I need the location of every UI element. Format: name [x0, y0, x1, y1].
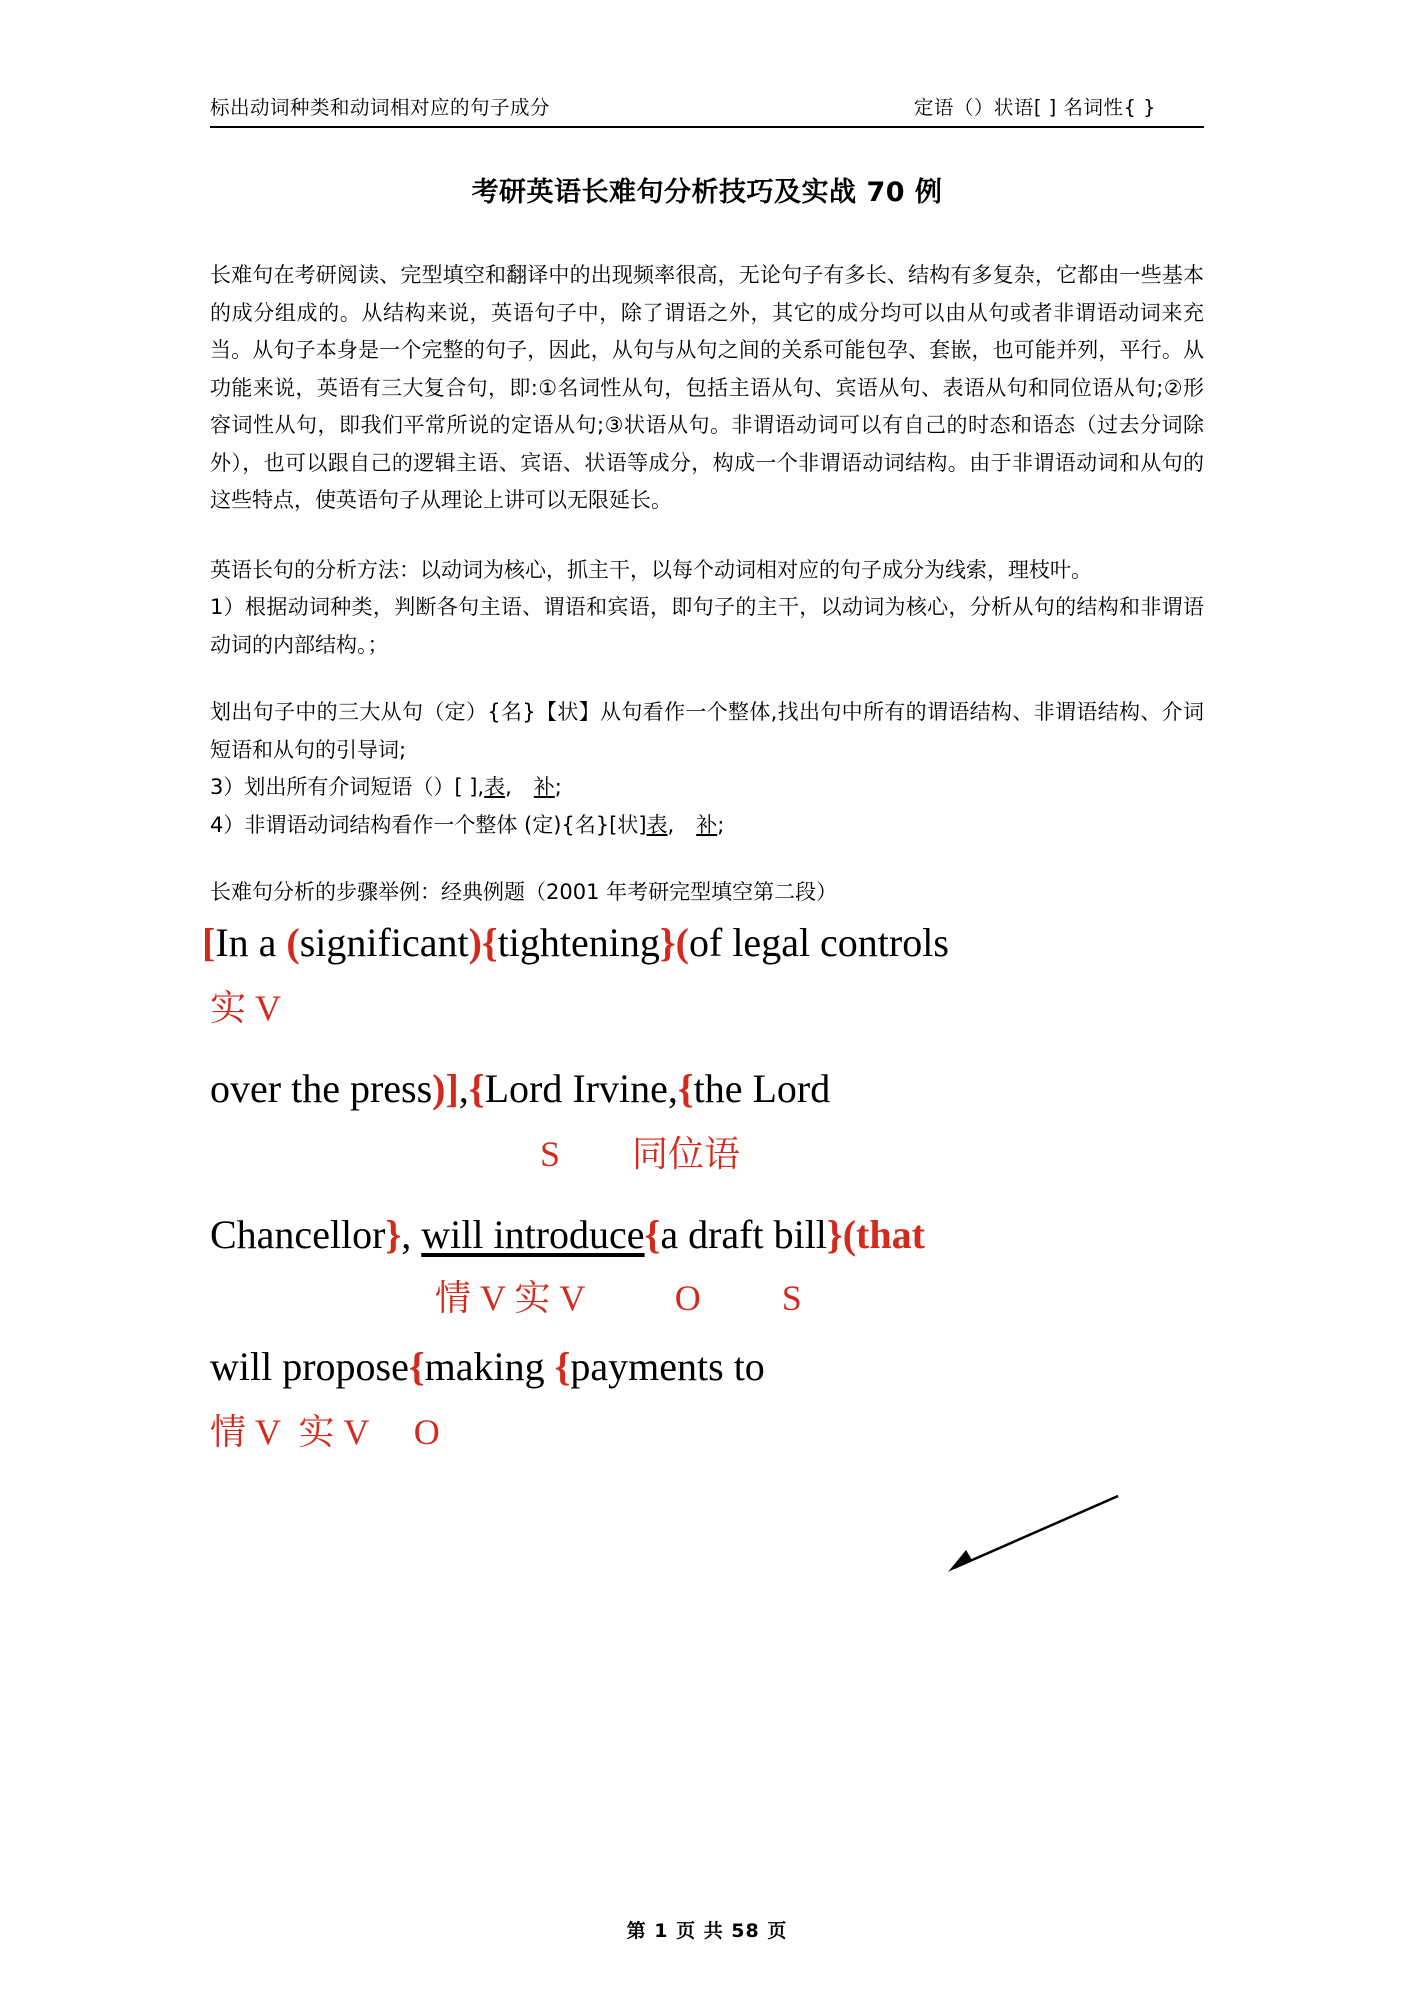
paragraph-example-intro: 长难句分析的步骤举例：经典例题（2001 年考研完型填空第二段） — [210, 880, 838, 904]
analysis-segment: { — [481, 919, 498, 965]
reference-arrow-icon — [940, 1490, 1130, 1580]
step4-prefix: 4）非谓语动词结构看作一个整体 (定){名}[状] — [210, 812, 647, 837]
analysis-segment: of legal controls — [689, 919, 949, 965]
analysis-segment: that — [856, 1211, 925, 1257]
analysis-marks-3: 情 V 实 V O S — [435, 1277, 802, 1318]
analysis-segment: { — [554, 1343, 571, 1389]
step3-underline-1: 表 — [484, 775, 506, 799]
paragraph-step-3 — [210, 769, 1204, 807]
analysis-segment: } — [385, 1211, 402, 1257]
step4-suffix: ; — [717, 812, 725, 837]
analysis-segment: will introduce — [421, 1211, 645, 1257]
analysis-segment: ( — [286, 919, 300, 965]
analysis-segment: )] — [432, 1065, 459, 1111]
paragraph-method: 英语长句的分析方法：以动词为核心，抓主干，以每个动词相对应的句子成分为线索，理枝叶。 — [210, 557, 1092, 582]
analysis-segment: ( — [675, 919, 689, 965]
analysis-segment: Chancellor — [210, 1211, 386, 1257]
page-footer: 第 1 页 共 58 页 — [626, 1920, 788, 1942]
analysis-segment: tightening — [497, 919, 660, 965]
analysis-segment: { — [468, 1065, 485, 1111]
analysis-segment: ) — [468, 919, 482, 965]
analysis-segment: over the press — [210, 1065, 433, 1111]
analysis-segment: { — [644, 1211, 661, 1257]
step3-mid: , — [505, 775, 512, 799]
page-header — [210, 0, 1204, 128]
header-left-text: 标出动词种类和动词相对应的句子成分 — [210, 96, 551, 119]
analysis-line-1 — [202, 919, 1204, 965]
analysis-segment: { — [677, 1065, 694, 1111]
page-title: 考研英语长难句分析技巧及实战 70 例 — [471, 177, 943, 208]
analysis-segment: payments to — [570, 1343, 765, 1389]
paragraph-intro: 长难句在考研阅读、完型填空和翻译中的出现频率很高，无论句子有多长、结构有多复杂，它都由一些基本的成分组成的。从结构来说，英语句子中，除了谓语之外，其它的成分均可以由从句或者非谓语动词来充当。从句子本身是一个完整的句子，因此，从句与从句之间的关系可能包孕、套嵌，也可能并列，平行。从功能来说，英语有三大复合句，即:①名词性从句，包括主语从句、宾语从句、表语从句和同位语从句;②形容词性从句，即我们平常所说的定语从句;③状语从句。非谓语动词可以有自己的时态和语态（过去分词除外），也可以跟自己的逻辑主语、宾语、状语等成分，构成一个非谓语动词结构。由于非谓语动词和从句的这些特点，使英语句子从理论上讲可以无限延长。 — [210, 263, 1204, 512]
analysis-marks-4: 情 V 实 V O — [210, 1411, 440, 1452]
analysis-line-2 — [210, 1065, 1204, 1111]
sentence-analysis-block — [202, 919, 1204, 1452]
analysis-segment: will propose — [210, 1343, 409, 1389]
step3-prefix: 3）划出所有介词短语（）[ ], — [210, 775, 485, 799]
header-right-text: 定语（）状语[ ] 名词性{ } — [913, 96, 1156, 119]
analysis-segment: { — [408, 1343, 425, 1389]
analysis-segment: a draft bill — [660, 1211, 827, 1257]
analysis-segment: , — [401, 1211, 422, 1257]
analysis-segment: , — [458, 1065, 469, 1111]
analysis-line-4 — [210, 1343, 1204, 1389]
paragraph-step-1: 1）根据动词种类，判断各句主语、谓语和宾语，即句子的主干，以动词为核心，分析从句的结构和非谓语动词的内部结构。； — [210, 595, 1204, 657]
step4-underline-2: 补 — [696, 812, 718, 837]
analysis-segment: Lord Irvine, — [484, 1065, 678, 1111]
step3-suffix: ; — [554, 775, 562, 799]
analysis-segment: the Lord — [693, 1065, 831, 1111]
step3-underline-2: 补 — [533, 775, 555, 799]
paragraph-step-4 — [210, 807, 1204, 845]
analysis-segment: ( — [842, 1211, 857, 1257]
analysis-marks-1: 实 V — [210, 987, 281, 1028]
analysis-line-3 — [210, 1211, 1204, 1257]
analysis-segment: making — [424, 1343, 555, 1389]
analysis-marks-2: S 同位语 — [540, 1133, 741, 1174]
analysis-segment: significant — [299, 919, 469, 965]
paragraph-divide-clauses: 划出句子中的三大从句（定）{名}【状】从句看作一个整体,找出句中所有的谓语结构、非谓语结构、介词短语和从句的引导词; — [210, 700, 1204, 762]
analysis-segment: In a — [215, 919, 287, 965]
analysis-segment: } — [659, 919, 676, 965]
analysis-segment: } — [826, 1211, 843, 1257]
analysis-segment: [ — [202, 919, 216, 965]
step4-mid: , — [667, 812, 675, 837]
step4-underline-1: 表 — [646, 812, 668, 837]
